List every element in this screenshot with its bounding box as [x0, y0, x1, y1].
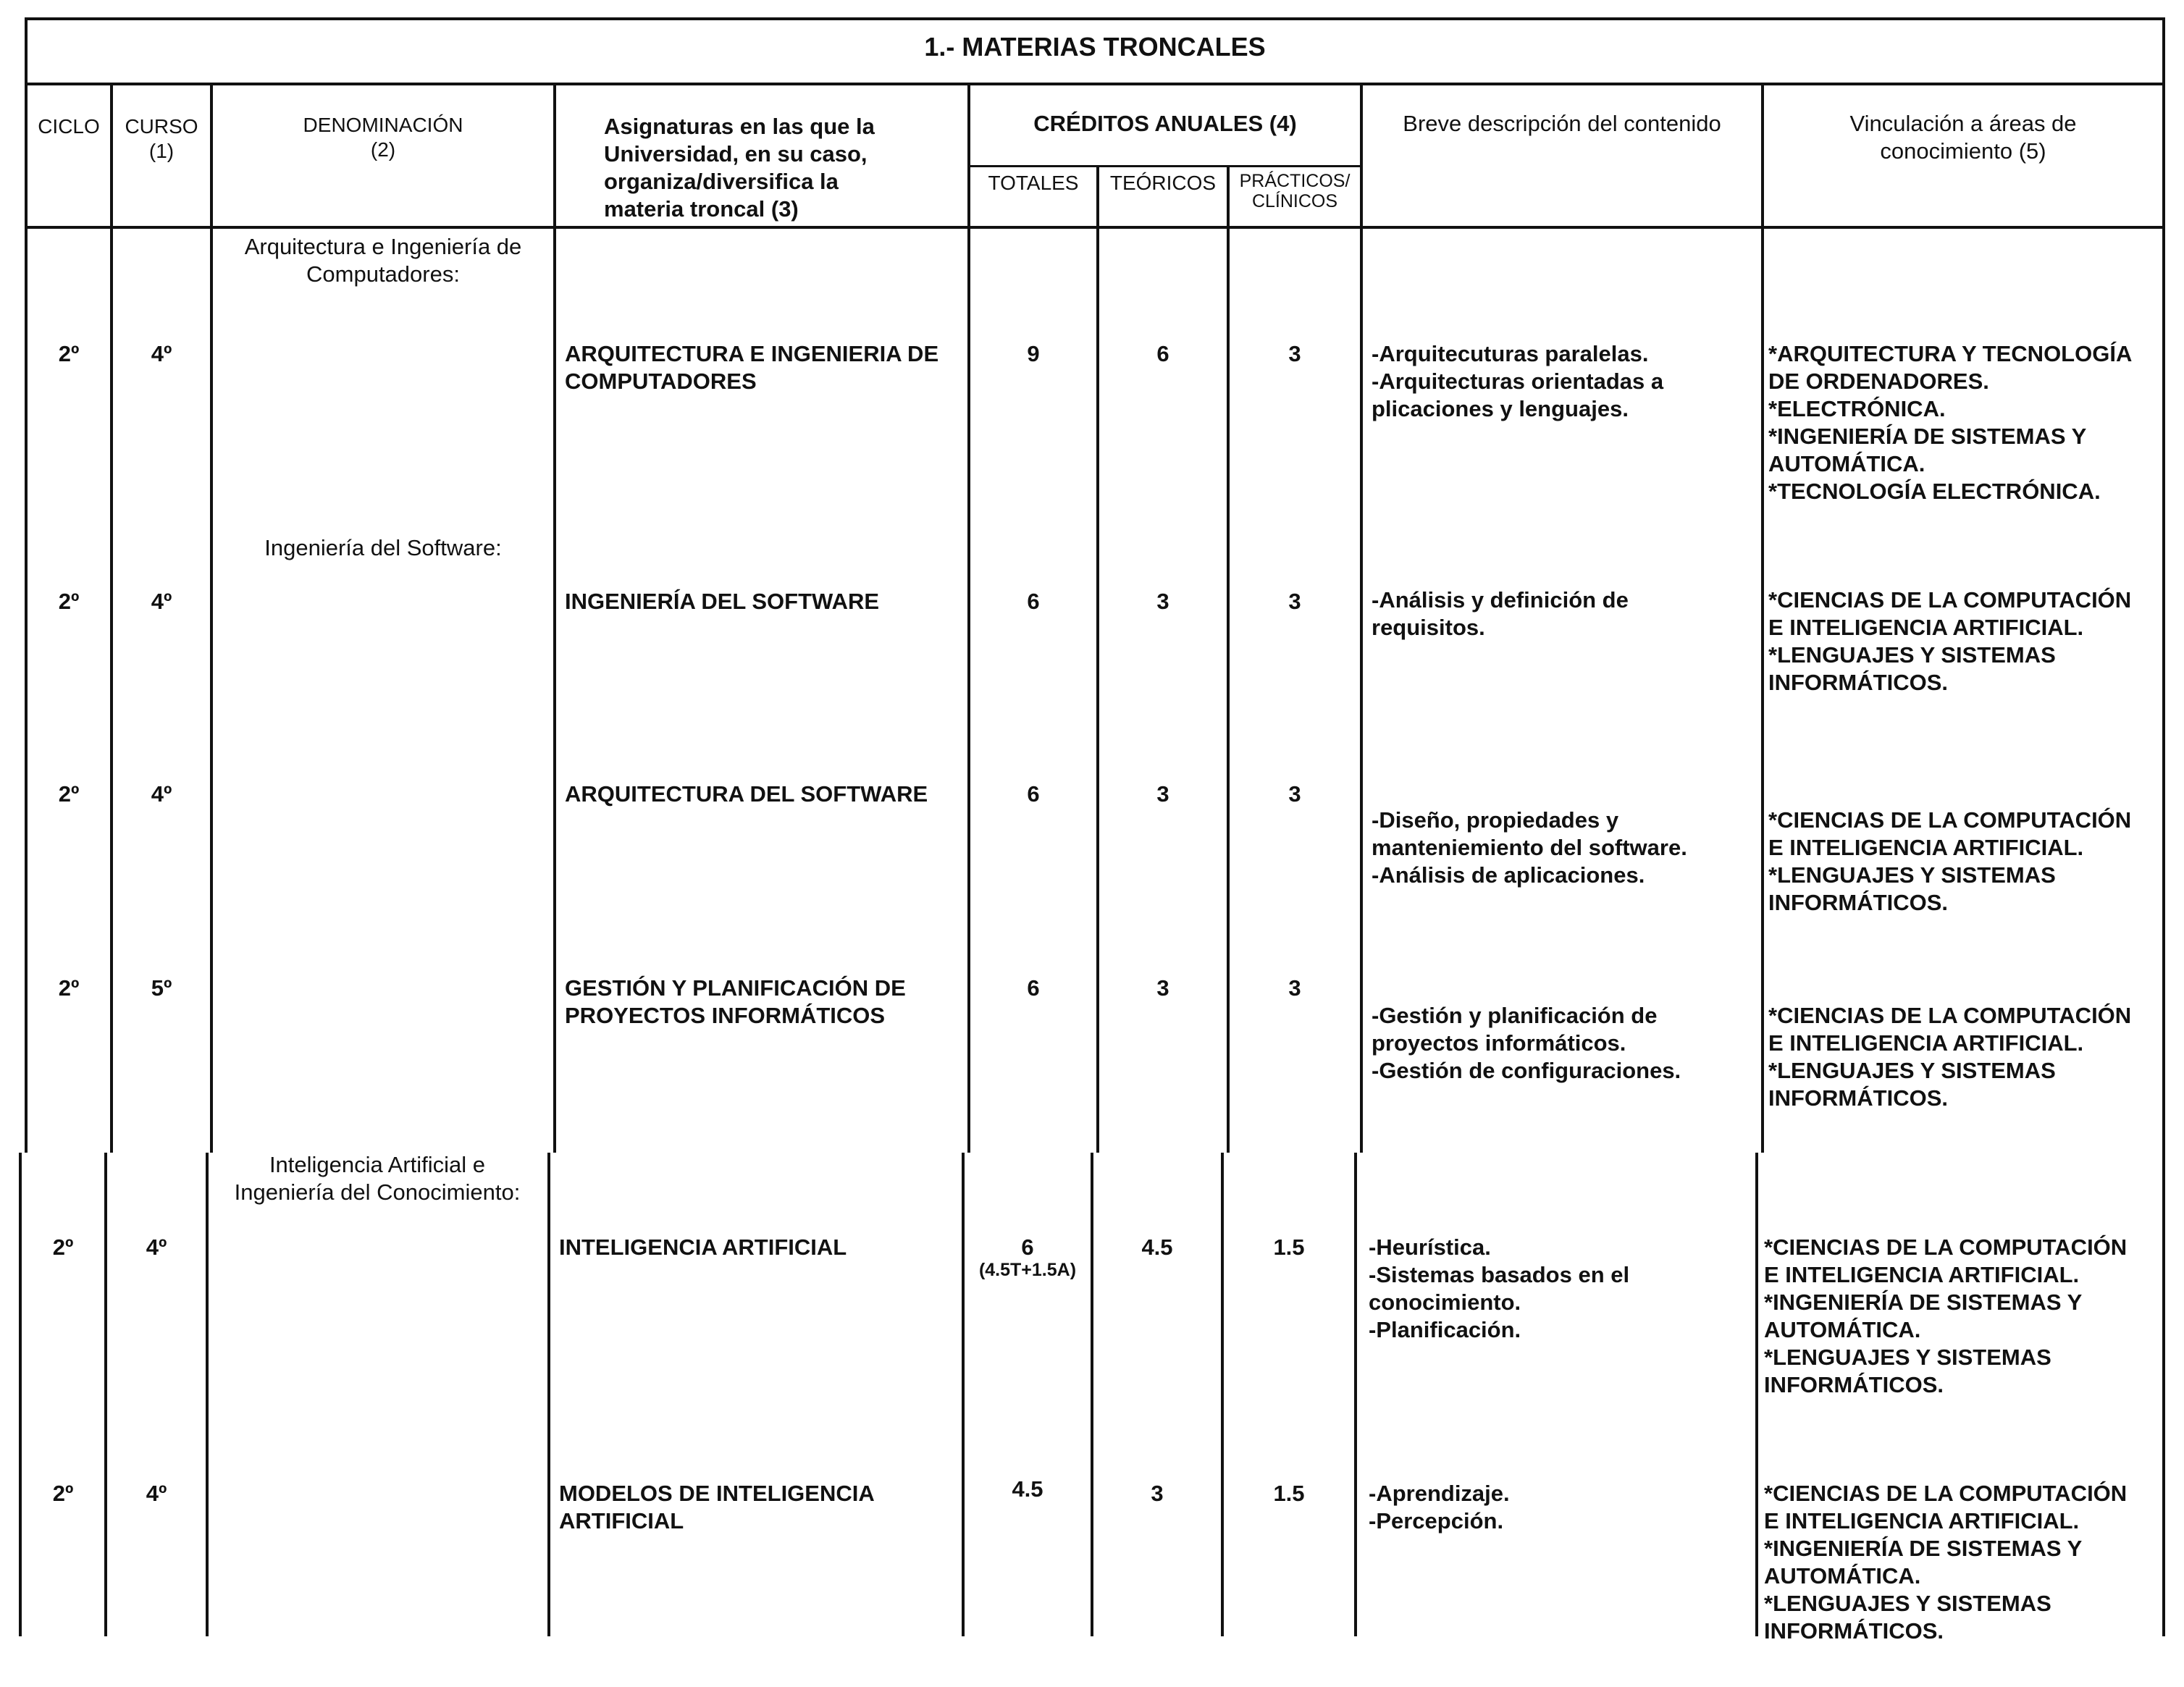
- table-border-right: [2162, 17, 2165, 1636]
- credits-subheader-divider: [969, 165, 1361, 167]
- cell-ciclo: 2º: [58, 589, 80, 614]
- col-divider-descripcion-lower: [1755, 1153, 1758, 1636]
- col-divider-totales-lower: [1091, 1153, 1093, 1636]
- table-border-left-lower: [19, 1153, 22, 1636]
- col-divider-teoricos-lower: [1221, 1153, 1224, 1636]
- col-divider-denominacion-lower: [547, 1153, 550, 1636]
- col-divider-practicos: [1360, 84, 1363, 1153]
- cell-descripcion: -Análisis y definición de requisitos.: [1372, 587, 1629, 640]
- cell-practicos: 3: [1288, 975, 1301, 1001]
- header-practicos: PRÁCTICOS/ CLÍNICOS: [1239, 171, 1351, 211]
- denominacion-arquitectura: Arquitectura e Ingeniería de Computadores:: [244, 234, 522, 287]
- col-divider-totales: [1096, 165, 1099, 1153]
- cell-practicos: 1.5: [1273, 1234, 1305, 1260]
- table-border-top: [25, 17, 2165, 20]
- cell-totales: 6: [1021, 1234, 1034, 1260]
- cell-vinculacion: *CIENCIAS DE LA COMPUTACIÓN E INTELIGENCIA ARTIFICIAL. *LENGUAJES Y SISTEMAS INFORMÁTICOS.: [1768, 587, 2132, 695]
- cell-descripcion: -Aprendizaje. -Percepción.: [1369, 1481, 1510, 1534]
- cell-teoricos: 3: [1156, 975, 1169, 1001]
- cell-descripcion: -Diseño, propiedades y manteniemiento del software. -Análisis de aplicaciones.: [1372, 807, 1687, 888]
- cell-totales: 6: [1027, 781, 1040, 807]
- header-denominacion: DENOMINACIÓN (2): [303, 114, 463, 161]
- cell-asignatura: ARQUITECTURA DEL SOFTWARE: [565, 781, 928, 807]
- header-descripcion: Breve descripción del contenido: [1403, 111, 1721, 136]
- cell-teoricos: 3: [1156, 781, 1169, 807]
- cell-teoricos: 3: [1151, 1481, 1164, 1506]
- cell-teoricos: 3: [1156, 589, 1169, 614]
- cell-practicos: 3: [1288, 781, 1301, 807]
- cell-practicos: 3: [1288, 341, 1301, 366]
- cell-totales: 4.5: [1012, 1476, 1043, 1502]
- col-divider-asignaturas-lower: [962, 1153, 965, 1636]
- header-curso: CURSO (1): [125, 115, 198, 162]
- cell-curso: 4º: [151, 589, 172, 614]
- cell-asignatura: MODELOS DE INTELIGENCIA ARTIFICIAL: [559, 1481, 875, 1534]
- cell-descripcion: -Heurística. -Sistemas basados en el conocimiento. -Planificación.: [1369, 1234, 1630, 1342]
- title-divider: [25, 83, 2165, 85]
- table-title: 1.- MATERIAS TRONCALES: [924, 32, 1266, 62]
- cell-practicos: 1.5: [1273, 1481, 1305, 1506]
- cell-curso: 4º: [151, 341, 172, 366]
- col-divider-denominacion: [553, 84, 556, 1153]
- cell-curso: 4º: [146, 1481, 167, 1506]
- col-divider-practicos-lower: [1354, 1153, 1357, 1636]
- cell-totales-note: (4.5T+1.5A): [978, 1260, 1077, 1280]
- header-teoricos: TEÓRICOS: [1109, 172, 1217, 194]
- header-asignaturas: Asignaturas en las que la Universidad, en su caso, organiza/diversifica la materia troncal (3): [604, 114, 875, 222]
- header-divider: [25, 226, 2165, 229]
- cell-vinculacion: *CIENCIAS DE LA COMPUTACIÓN E INTELIGENCIA ARTIFICIAL. *INGENIERÍA DE SISTEMAS Y AUTOMÁTICA. *LENGUAJES Y SISTEMAS INFORMÁTICOS.: [1764, 1234, 2128, 1397]
- cell-totales: 6: [1027, 589, 1040, 614]
- cell-teoricos: 4.5: [1141, 1234, 1173, 1260]
- cell-asignatura: INTELIGENCIA ARTIFICIAL: [559, 1234, 847, 1260]
- denominacion-software: Ingeniería del Software:: [264, 535, 502, 560]
- col-divider-ciclo-lower: [104, 1153, 107, 1636]
- cell-vinculacion: *ARQUITECTURA Y TECNOLOGÍA DE ORDENADORES. *ELECTRÓNICA. *INGENIERÍA DE SISTEMAS Y AUTOMÁTICA. *TECNOLOGÍA ELECTRÓNICA.: [1768, 341, 2133, 504]
- header-creditos: CRÉDITOS ANUALES (4): [1033, 111, 1297, 136]
- cell-totales: 6: [1027, 975, 1040, 1001]
- cell-ciclo: 2º: [58, 975, 80, 1001]
- cell-ciclo: 2º: [58, 781, 80, 807]
- cell-ciclo: 2º: [52, 1234, 74, 1260]
- cell-totales: 9: [1027, 341, 1040, 366]
- cell-curso: 4º: [146, 1234, 167, 1260]
- denominacion-inteligencia: Inteligencia Artificial e Ingeniería del Conocimiento:: [234, 1152, 521, 1205]
- cell-practicos: 3: [1288, 589, 1301, 614]
- col-divider-descripcion: [1761, 84, 1764, 1153]
- cell-asignatura: GESTIÓN Y PLANIFICACIÓN DE PROYECTOS INFORMÁTICOS: [565, 975, 906, 1028]
- cell-vinculacion: *CIENCIAS DE LA COMPUTACIÓN E INTELIGENCIA ARTIFICIAL. *INGENIERÍA DE SISTEMAS Y AUTOMÁTICA. *LENGUAJES Y SISTEMAS INFORMÁTICOS.: [1764, 1481, 2128, 1644]
- header-ciclo: CICLO: [38, 115, 100, 138]
- cell-vinculacion: *CIENCIAS DE LA COMPUTACIÓN E INTELIGENCIA ARTIFICIAL. *LENGUAJES Y SISTEMAS INFORMÁTICOS.: [1768, 1003, 2132, 1111]
- cell-descripcion: -Gestión y planificación de proyectos informáticos. -Gestión de configuraciones.: [1372, 1003, 1681, 1083]
- col-divider-curso-lower: [206, 1153, 209, 1636]
- cell-teoricos: 6: [1156, 341, 1169, 366]
- cell-curso: 5º: [151, 975, 172, 1001]
- col-divider-teoricos: [1227, 165, 1230, 1153]
- cell-asignatura: ARQUITECTURA E INGENIERIA DE COMPUTADORES: [565, 341, 939, 394]
- cell-asignatura: INGENIERÍA DEL SOFTWARE: [565, 589, 880, 614]
- cell-ciclo: 2º: [58, 341, 80, 366]
- cell-vinculacion: *CIENCIAS DE LA COMPUTACIÓN E INTELIGENCIA ARTIFICIAL. *LENGUAJES Y SISTEMAS INFORMÁTICOS.: [1768, 807, 2132, 915]
- header-totales: TOTALES: [988, 172, 1079, 194]
- cell-curso: 4º: [151, 781, 172, 807]
- cell-descripcion: -Arquitecuturas paralelas. -Arquitecturas orientadas a plicaciones y lenguajes.: [1372, 341, 1664, 421]
- header-vinculacion: Vinculación a áreas de conocimiento (5): [1849, 111, 2077, 164]
- cell-ciclo: 2º: [52, 1481, 74, 1506]
